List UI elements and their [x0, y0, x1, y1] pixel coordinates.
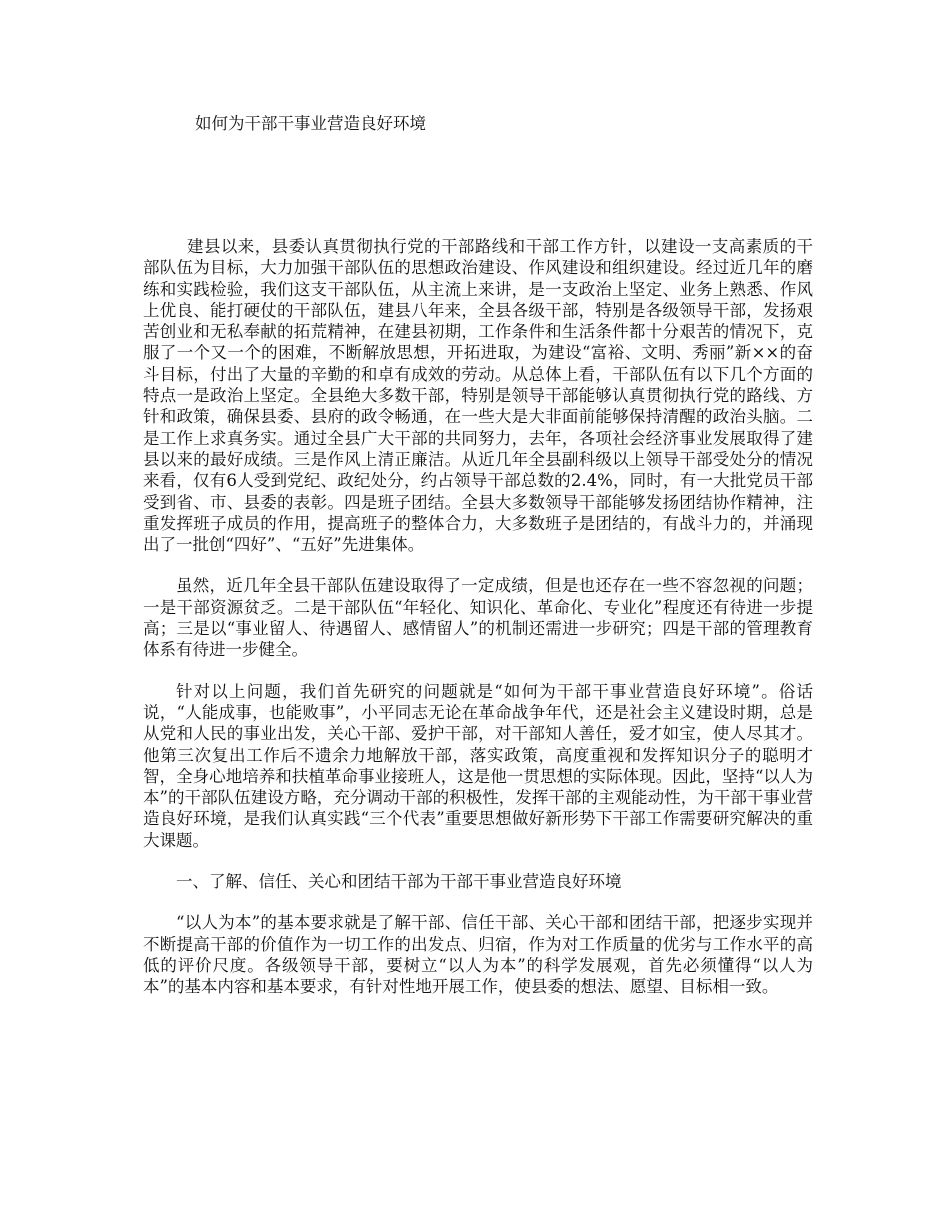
document-title: 如何为干部干事业营造良好环境	[195, 114, 426, 133]
paragraph-intro: 建县以来，县委认真贯彻执行党的干部路线和干部工作方针，以建设一支高素质的干部队伍为目标，大力加强干部队伍的思想政治建设、作风建设和组织建设。经过近几年的磨练和实践检验，我们这支干部队伍，从主流上来讲，是一支政治上坚定、业务上熟悉、作风上优良、能打硬仗的干部队伍，建县八年来，全县各级干部，特别是各级领导干部，发扬艰苦创业和无私奉献的拓荒精神，在建县初期，工作条件和生活条件都十分艰苦的情况下，克服了一个又一个的困难，不断解放思想，开拓进取，为建设“富裕、文明、秀丽”新××的奋斗目标，付出了大量的辛勤的和卓有成效的劳动。从总体上看，干部队伍有以下几个方面的特点一是政治上坚定。全县绝大多数干部，特别是领导干部能够认真贯彻执行党的路线、方针和政策，确保县委、县府的政令畅通，在一些大是大非面前能够保持清醒的政治头脑。二是工作上求真务实。通过全县广大干部的共同努力，去年，各项社会经济事业发展取得了建县以来的最好成绩。三是作风上清正廉洁。从近几年全县副科级以上领导干部受处分的情况来看，仅有6人受到党纪、政纪处分，约占领导干部总数的2.4%，同时，有一大批党员干部受到省、市、县委的表彰。四是班子团结。全县大多数领导干部能够发扬团结协作精神，注重发挥班子成员的作用，提高班子的整体合力，大多数班子是团结的，有战斗力的，并涌现出了一批创“四好”、“五好”先进集体。	[143, 237, 813, 555]
paragraph-section-one: “以人为本”的基本要求就是了解干部、信任干部、关心干部和团结干部，把逐步实现并不断提高干部的价值作为一切工作的出发点、归宿，作为对工作质量的优劣与工作水平的高低的评价尺度。各级领导干部，要树立“以人为本”的科学发展观，首先必须懂得“以人为本”的基本内容和基本要求，有针对性地开展工作，使县委的想法、愿望、目标相一致。	[143, 913, 813, 997]
section-heading: 一、了解、信任、关心和团结干部为干部干事业营造良好环境	[176, 872, 622, 892]
paragraph-problems: 虽然，近几年全县干部队伍建设取得了一定成绩，但是也还存在一些不容忽视的问题；一是干部资源贫乏。二是干部队伍“年轻化、知识化、革命化、专业化”程度还有待进一步提高；三是以“事业留人、待遇留人、感情留人”的机制还需进一步研究；四是干部的管理教育体系有待进一步健全。	[143, 576, 813, 660]
document-body	[143, 236, 813, 1018]
paragraph-analysis: 针对以上问题，我们首先研究的问题就是“如何为干部干事业营造良好环境”。俗话说，“人能成事，也能败事”，小平同志无论在革命战争年代，还是社会主义建设时期，总是从党和人民的事业出发，关心干部、爱护干部，对干部知人善任，爱才如宝，使人尽其才。他第三次复出工作后不遗余力地解放干部，落实政策，高度重视和发挥知识分子的聪明才智，全身心地培养和扶植革命事业接班人，这是他一贯思想的实际体现。因此，坚持“以人为本”的干部队伍建设方略，充分调动干部的积极性，发挥干部的主观能动性，为干部干事业营造良好环境，是我们认真实践“三个代表”重要思想做好新形势下干部工作需要研究解决的重大课题。	[143, 681, 813, 850]
